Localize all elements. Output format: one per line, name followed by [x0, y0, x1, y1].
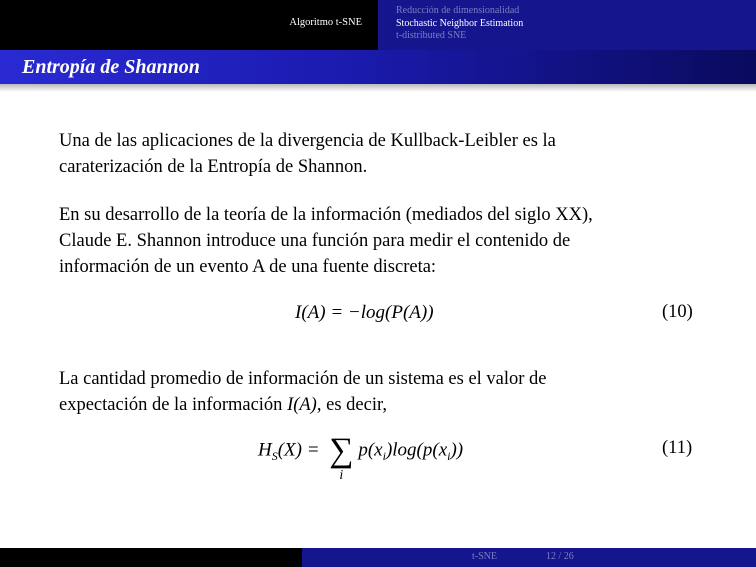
- text-line: caraterización de la Entropía de Shannon.: [59, 157, 368, 177]
- inline-math: I(A): [287, 395, 317, 415]
- summation: [326, 432, 356, 483]
- text-fragment: , es decir,: [316, 395, 388, 415]
- closing-parens: )): [450, 439, 464, 461]
- header-nav-bar: [0, 0, 756, 50]
- footer-title: t-SNE: [472, 551, 497, 562]
- entropy-argument: (X) =: [277, 439, 325, 461]
- title-bar-shadow: [0, 84, 756, 92]
- summation-index: i: [339, 468, 344, 483]
- index-subscript: i: [447, 449, 451, 464]
- probability-term: p(x: [358, 439, 383, 461]
- nav-subsection-link[interactable]: Reducción de dimensionalidad: [396, 5, 520, 16]
- text-line: [59, 392, 699, 418]
- frame-title: Entropía de Shannon: [22, 56, 200, 78]
- nav-subsection-link-active[interactable]: Stochastic Neighbor Estimation: [396, 17, 524, 29]
- paragraph-average-information: [59, 366, 699, 418]
- equation-number: (10): [662, 302, 693, 322]
- entropy-subscript: S: [271, 449, 278, 464]
- text-line: Una de las aplicaciones de la divergencia de Kullback-Leibler es la: [59, 131, 556, 151]
- text-line: información de un evento A de una fuente discreta:: [59, 257, 437, 277]
- equation-entropy: [258, 432, 464, 483]
- text-line: Claude E. Shannon introduce una función para medir el contenido de: [59, 231, 571, 251]
- text-line: En su desarrollo de la teoría de la información (mediados del siglo XX),: [59, 205, 593, 225]
- footer-right-panel: [302, 548, 756, 567]
- log-term: )log(p(x: [385, 439, 448, 461]
- entropy-symbol: H: [258, 439, 272, 461]
- text-line: La cantidad promedio de información de un sistema es el valor de: [59, 369, 547, 389]
- text-fragment: expectación de la información: [59, 395, 288, 415]
- header-subsection-panel: [378, 0, 756, 50]
- index-subscript: i: [382, 449, 386, 464]
- page-number: 12 / 26: [546, 551, 574, 562]
- frame-title-bar: [0, 50, 756, 84]
- header-section-panel: [0, 0, 378, 50]
- nav-section-link[interactable]: Algoritmo t-SNE: [289, 17, 362, 28]
- footer-bar: [0, 548, 756, 567]
- paragraph-kullback-leibler: [59, 128, 699, 180]
- summation-symbol: ∑: [329, 432, 354, 469]
- paragraph-shannon: [59, 202, 699, 280]
- nav-subsection-link[interactable]: t-distributed SNE: [396, 30, 467, 41]
- footer-left-panel: [0, 548, 302, 567]
- equation-information: I(A) = −log(P(A)): [295, 302, 434, 323]
- equation-number: (11): [662, 438, 693, 458]
- subsection-list: [396, 5, 523, 43]
